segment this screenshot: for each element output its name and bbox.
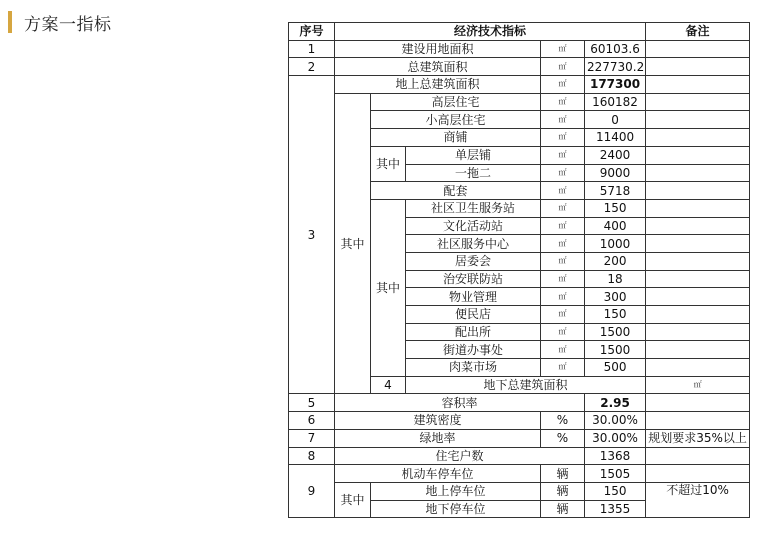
row-unit: ㎡ (541, 341, 585, 359)
row-unit: ㎡ (541, 146, 585, 164)
row-value: 1000 (585, 235, 646, 253)
row-unit: % (541, 412, 585, 430)
row-seq: 3 (289, 76, 335, 394)
row-name: 治安联防站 (406, 270, 541, 288)
row-name: 建设用地面积 (335, 40, 541, 58)
row-name: 住宅户数 (335, 447, 585, 465)
row-value: 2.95 (585, 394, 646, 412)
row-note (646, 58, 750, 76)
row-value: 300 (585, 288, 646, 306)
row-name: 一拖二 (406, 164, 541, 182)
row-value: 2400 (585, 146, 646, 164)
row-name: 地上停车位 (371, 482, 541, 500)
subgroup-label: 其中 (371, 199, 406, 376)
row-unit: 辆 (541, 482, 585, 500)
row-value: 1500 (585, 323, 646, 341)
page-title: 方案一指标 (24, 14, 112, 35)
row-value: 500 (585, 359, 646, 377)
row-seq: 2 (289, 58, 335, 76)
row-name: 地下总建筑面积 (406, 376, 646, 394)
row-name: 社区卫生服务站 (406, 199, 541, 217)
row-name: 单层铺 (406, 146, 541, 164)
table-row (289, 447, 750, 465)
row-note (646, 394, 750, 412)
title-accent-bar (8, 11, 12, 33)
row-value: 1505 (585, 465, 646, 483)
row-name: 街道办事处 (406, 341, 541, 359)
row-value: 11400 (585, 129, 646, 147)
row-note (646, 288, 750, 306)
row-seq: 5 (289, 394, 335, 412)
row-name: 便民店 (406, 306, 541, 324)
row-unit: 辆 (541, 500, 585, 518)
subgroup-label: 其中 (371, 146, 406, 181)
header-note: 备注 (646, 23, 750, 41)
row-note (646, 270, 750, 288)
table-row (289, 58, 750, 76)
table-row (289, 93, 750, 111)
row-value: 227730.2 (585, 58, 646, 76)
row-name: 地下停车位 (371, 500, 541, 518)
row-seq: 8 (289, 447, 335, 465)
row-value: 200 (585, 252, 646, 270)
row-note (646, 447, 750, 465)
table-row (289, 394, 750, 412)
row-unit: ㎡ (541, 252, 585, 270)
row-seq: 7 (289, 429, 335, 447)
row-value: 150 (585, 306, 646, 324)
row-value: 1368 (585, 447, 646, 465)
row-note (646, 235, 750, 253)
row-unit: ㎡ (541, 288, 585, 306)
row-unit: ㎡ (541, 217, 585, 235)
row-note (646, 465, 750, 483)
row-name: 容积率 (335, 394, 585, 412)
row-name: 配套 (371, 182, 541, 200)
row-unit: ㎡ (541, 306, 585, 324)
row-note (646, 146, 750, 164)
row-note (646, 359, 750, 377)
row-name: 商铺 (371, 129, 541, 147)
row-value: 9000 (585, 164, 646, 182)
row-unit: ㎡ (541, 40, 585, 58)
row-unit: ㎡ (646, 376, 750, 394)
row-unit: ㎡ (541, 93, 585, 111)
row-note (646, 252, 750, 270)
table-row (289, 429, 750, 447)
row-unit: ㎡ (541, 182, 585, 200)
row-value: 5718 (585, 182, 646, 200)
row-unit: % (541, 429, 585, 447)
row-name: 社区服务中心 (406, 235, 541, 253)
row-value: 1500 (585, 341, 646, 359)
table-row (289, 76, 750, 94)
header-indicator: 经济技术指标 (335, 23, 646, 41)
row-note (646, 199, 750, 217)
row-value: 60103.6 (585, 40, 646, 58)
row-note (646, 412, 750, 430)
row-seq: 6 (289, 412, 335, 430)
table-header-row (289, 23, 750, 41)
subgroup-label: 其中 (335, 93, 371, 394)
row-value: 150 (585, 482, 646, 500)
row-value: 160182 (585, 93, 646, 111)
row-note (646, 93, 750, 111)
table-row (289, 482, 750, 500)
row-seq: 1 (289, 40, 335, 58)
subgroup-label: 其中 (335, 482, 371, 517)
row-unit: ㎡ (541, 359, 585, 377)
row-unit: 辆 (541, 465, 585, 483)
row-name: 建筑密度 (335, 412, 541, 430)
row-name: 居委会 (406, 252, 541, 270)
row-name: 物业管理 (406, 288, 541, 306)
row-name: 高层住宅 (371, 93, 541, 111)
page-header (8, 10, 112, 34)
table-row (289, 40, 750, 58)
row-note (646, 111, 750, 129)
row-unit: ㎡ (541, 199, 585, 217)
row-value: 177300 (585, 76, 646, 94)
row-note: 规划要求35%以上 (646, 429, 750, 447)
row-note (646, 40, 750, 58)
row-unit: ㎡ (541, 111, 585, 129)
row-note (646, 323, 750, 341)
row-note (646, 76, 750, 94)
row-unit: ㎡ (541, 270, 585, 288)
row-note (646, 164, 750, 182)
row-value: 0 (585, 111, 646, 129)
row-value: 1355 (585, 500, 646, 518)
row-value: 30.00% (585, 429, 646, 447)
table-row (289, 412, 750, 430)
row-name: 机动车停车位 (335, 465, 541, 483)
row-name: 文化活动站 (406, 217, 541, 235)
row-note (646, 306, 750, 324)
row-name: 绿地率 (335, 429, 541, 447)
row-note (646, 129, 750, 147)
row-name: 小高层住宅 (371, 111, 541, 129)
table-row (289, 465, 750, 483)
row-name: 总建筑面积 (335, 58, 541, 76)
row-value: 30.00% (585, 412, 646, 430)
row-value: 400 (585, 217, 646, 235)
row-value: 150 (585, 199, 646, 217)
row-unit: ㎡ (541, 129, 585, 147)
header-seq: 序号 (289, 23, 335, 41)
row-unit: ㎡ (541, 235, 585, 253)
row-unit: ㎡ (541, 58, 585, 76)
row-unit: ㎡ (541, 76, 585, 94)
row-unit: ㎡ (541, 164, 585, 182)
row-name: 肉菜市场 (406, 359, 541, 377)
row-name: 配出所 (406, 323, 541, 341)
row-unit: ㎡ (541, 323, 585, 341)
row-note (646, 182, 750, 200)
row-value: 18 (585, 270, 646, 288)
row-note: 不超过10% (646, 482, 750, 517)
row-seq: 4 (371, 376, 406, 394)
row-seq: 9 (289, 465, 335, 518)
indicator-table (288, 22, 750, 518)
row-name: 地上总建筑面积 (335, 76, 541, 94)
row-note (646, 217, 750, 235)
row-note (646, 341, 750, 359)
